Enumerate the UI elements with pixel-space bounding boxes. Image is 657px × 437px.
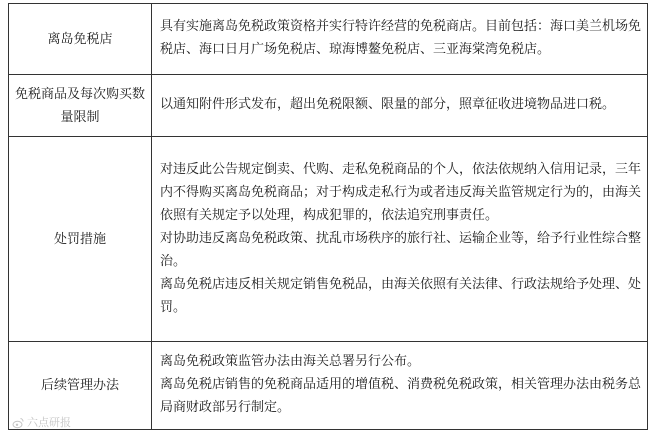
watermark-text: 六点研报 <box>27 416 71 429</box>
row-content <box>152 137 648 342</box>
weibo-logo-icon <box>12 417 24 429</box>
content-paragraph: 对协助违反离岛免税政策、扰乱市场秩序的旅行社、运输企业等，给予行业性综合整治。 <box>160 230 642 269</box>
content-paragraph: 对违反此公告规定倒卖、代购、走私免税商品的个人，依法依规纳入信用记录，三年内不得购买离岛免税商品；对于构成走私行为或者违反海关监管规定行为的，由海关依照有关规定予以处理，构成犯罪的，依法追究刑事责任。 <box>160 161 642 223</box>
content-paragraph: 离岛免税政策监管办法由海关总署另行公布。 <box>160 354 421 369</box>
table-row-purchase-limits <box>9 75 648 137</box>
policy-table <box>8 3 648 430</box>
row-label: 处罚措施 <box>9 137 152 342</box>
content-paragraph: 具有实施离岛免税政策资格并实行特许经营的免税商店。目前包括：海口美兰机场免税店、海口日月广场免税店、琼海博鳌免税店、三亚海棠湾免税店。 <box>160 19 642 57</box>
table-row-duty-free-shops <box>9 4 648 75</box>
row-label: 离岛免税店 <box>9 4 152 75</box>
content-paragraph: 离岛免税店违反相关规定销售免税品，由海关依照有关法律、行政法规给予处理、处罚。 <box>160 276 642 315</box>
table-row-follow-up-management <box>9 342 648 430</box>
table-row-penalties <box>9 137 648 342</box>
row-label: 免税商品及每次购买数量限制 <box>9 75 152 137</box>
row-content <box>152 4 648 75</box>
content-paragraph: 离岛免税店销售的免税商品适用的增值税、消费税免税政策，相关管理办法由税务总局商财政部另行制定。 <box>160 377 642 415</box>
row-label: 后续管理办法 <box>9 342 152 430</box>
row-content <box>152 75 648 137</box>
content-paragraph: 以通知附件形式发布，超出免税限额、限量的部分，照章征收进境物品进口税。 <box>160 97 616 112</box>
watermark <box>12 416 71 430</box>
row-content <box>152 342 648 430</box>
